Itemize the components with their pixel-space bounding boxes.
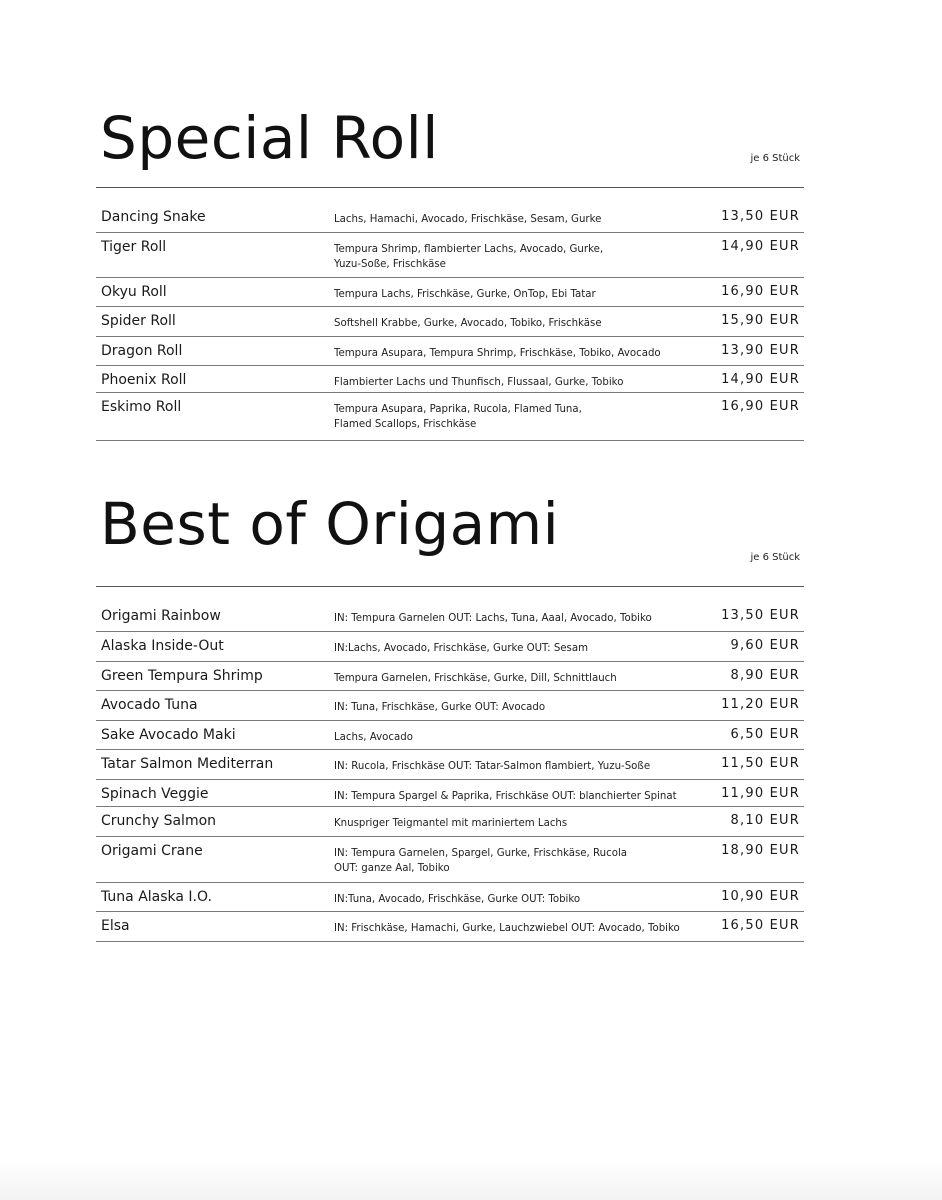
item-name: Tuna Alaska I.O. xyxy=(101,889,212,905)
menu-item xyxy=(96,307,804,337)
item-description: Flambierter Lachs und Thunfisch, Flussaal, Gurke, Tobiko xyxy=(334,377,624,388)
menu-item xyxy=(96,662,804,691)
item-description: IN:Tuna, Avocado, Frischkäse, Gurke OUT: Tobiko xyxy=(334,894,581,905)
item-description: Softshell Krabbe, Gurke, Avocado, Tobiko, Frischkäse xyxy=(334,318,602,329)
menu-item xyxy=(96,721,804,750)
item-price: 16,90 EUR xyxy=(721,399,800,414)
item-price: 13,90 EUR xyxy=(721,343,800,358)
item-name: Tatar Salmon Mediterran xyxy=(101,756,274,772)
menu-item xyxy=(96,912,804,942)
section-title: Best of Origami xyxy=(100,490,560,558)
item-description: Lachs, Hamachi, Avocado, Frischkäse, Sesam, Gurke xyxy=(334,214,602,225)
section-rule xyxy=(96,586,804,587)
item-description: Tempura Garnelen, Frischkäse, Gurke, Dill, Schnittlauch xyxy=(334,673,617,684)
item-name: Tiger Roll xyxy=(101,239,167,255)
item-description: IN: Tempura Spargel & Paprika, Frischkäse OUT: blanchierter Spinat xyxy=(334,791,677,802)
item-description: IN: Rucola, Frischkäse OUT: Tatar-Salmon flambiert, Yuzu-Soße xyxy=(334,761,651,772)
item-description: IN: Frischkäse, Hamachi, Gurke, Lauchzwiebel OUT: Avocado, Tobiko xyxy=(334,923,680,934)
item-price: 15,90 EUR xyxy=(721,313,800,328)
menu-item xyxy=(96,602,804,632)
item-name: Green Tempura Shrimp xyxy=(101,668,263,684)
item-name: Spinach Veggie xyxy=(101,786,209,802)
menu-list xyxy=(96,602,804,942)
menu-item xyxy=(96,691,804,721)
menu-item xyxy=(96,337,804,366)
item-name: Dragon Roll xyxy=(101,343,183,359)
item-name: Sake Avocado Maki xyxy=(101,727,236,743)
item-name: Eskimo Roll xyxy=(101,399,182,415)
item-name: Spider Roll xyxy=(101,313,176,329)
item-description: Tempura Lachs, Frischkäse, Gurke, OnTop, Ebi Tatar xyxy=(334,289,596,300)
item-price: 14,90 EUR xyxy=(721,239,800,254)
menu-item xyxy=(96,837,804,883)
item-price: 10,90 EUR xyxy=(721,889,800,904)
item-price: 6,50 EUR xyxy=(730,727,800,742)
item-price: 8,10 EUR xyxy=(730,813,800,828)
item-description: IN:Lachs, Avocado, Frischkäse, Gurke OUT: Sesam xyxy=(334,643,589,654)
item-price: 11,20 EUR xyxy=(721,697,800,712)
item-name: Dancing Snake xyxy=(101,209,206,225)
item-description: IN: Tempura Garnelen OUT: Lachs, Tuna, Aaal, Avocado, Tobiko xyxy=(334,613,652,624)
menu-item xyxy=(96,780,804,807)
item-price: 11,50 EUR xyxy=(721,756,800,771)
item-price: 16,90 EUR xyxy=(721,284,800,299)
menu-item xyxy=(96,233,804,278)
item-description: IN: Tempura Garnelen, Spargel, Gurke, Frischkäse, Rucola OUT: ganze Aal, Tobiko xyxy=(334,848,628,874)
page-bottom-shade xyxy=(0,1160,942,1200)
item-price: 9,60 EUR xyxy=(730,638,800,653)
item-price: 13,50 EUR xyxy=(721,608,800,623)
portion-note: je 6 Stück xyxy=(750,552,800,563)
item-name: Elsa xyxy=(101,918,130,934)
section-rule xyxy=(96,187,804,188)
item-price: 18,90 EUR xyxy=(721,843,800,858)
menu-item xyxy=(96,366,804,393)
item-name: Alaska Inside-Out xyxy=(101,638,224,654)
item-name: Okyu Roll xyxy=(101,284,167,300)
item-description: Knuspriger Teigmantel mit mariniertem Lachs xyxy=(334,818,568,829)
item-name: Origami Rainbow xyxy=(101,608,221,624)
item-name: Origami Crane xyxy=(101,843,203,859)
item-name: Phoenix Roll xyxy=(101,372,187,388)
menu-item xyxy=(96,393,804,441)
menu-item xyxy=(96,807,804,837)
menu-list xyxy=(96,203,804,441)
menu-item xyxy=(96,203,804,233)
item-name: Avocado Tuna xyxy=(101,697,198,713)
item-description: IN: Tuna, Frischkäse, Gurke OUT: Avocado xyxy=(334,702,546,713)
menu-item xyxy=(96,632,804,662)
item-name: Crunchy Salmon xyxy=(101,813,217,829)
item-description: Tempura Asupara, Paprika, Rucola, Flamed Tuna, Flamed Scallops, Frischkäse xyxy=(334,404,582,430)
menu-item xyxy=(96,883,804,912)
item-description: Tempura Shrimp, flambierter Lachs, Avocado, Gurke, Yuzu-Soße, Frischkäse xyxy=(334,244,604,270)
item-description: Lachs, Avocado xyxy=(334,732,413,743)
item-price: 14,90 EUR xyxy=(721,372,800,387)
item-price: 8,90 EUR xyxy=(730,668,800,683)
item-description: Tempura Asupara, Tempura Shrimp, Frischkäse, Tobiko, Avocado xyxy=(334,348,661,359)
menu-item xyxy=(96,750,804,780)
menu-item xyxy=(96,278,804,307)
item-price: 13,50 EUR xyxy=(721,209,800,224)
item-price: 16,50 EUR xyxy=(721,918,800,933)
item-price: 11,90 EUR xyxy=(721,786,800,801)
section-title: Special Roll xyxy=(100,104,439,172)
portion-note: je 6 Stück xyxy=(750,153,800,164)
